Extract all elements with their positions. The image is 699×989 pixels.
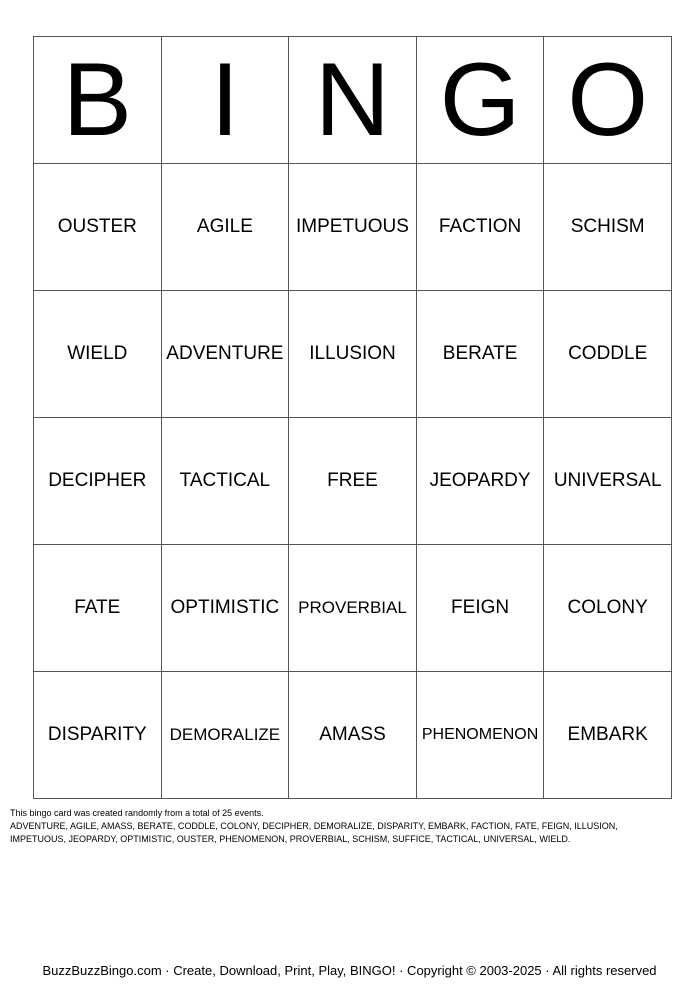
bingo-cell: BERATE	[416, 291, 544, 418]
bingo-cell: EMBARK	[544, 672, 672, 799]
header-letter-g: G	[416, 37, 544, 164]
note-line: This bingo card was created randomly from a total of 25 events.	[10, 808, 264, 818]
bingo-cell: PROVERBIAL	[289, 545, 417, 672]
bingo-free-cell: FREE	[289, 418, 417, 545]
bingo-cell: OPTIMISTIC	[161, 545, 289, 672]
bingo-cell: DEMORALIZE	[161, 672, 289, 799]
bingo-cell: SCHISM	[544, 164, 672, 291]
bingo-cell: DECIPHER	[34, 418, 162, 545]
bingo-row	[34, 672, 672, 799]
bingo-cell: OUSTER	[34, 164, 162, 291]
bingo-cell: WIELD	[34, 291, 162, 418]
bingo-cell: FACTION	[416, 164, 544, 291]
header-letter-b: B	[34, 37, 162, 164]
bingo-cell: IMPETUOUS	[289, 164, 417, 291]
bingo-cell: ILLUSION	[289, 291, 417, 418]
bingo-cell: DISPARITY	[34, 672, 162, 799]
bingo-header-row	[34, 37, 672, 164]
bingo-row	[34, 545, 672, 672]
bingo-cell: UNIVERSAL	[544, 418, 672, 545]
header-letter-n: N	[289, 37, 417, 164]
bingo-cell: PHENOMENON	[416, 672, 544, 799]
note-line: ADVENTURE, AGILE, AMASS, BERATE, CODDLE, COLONY, DECIPHER, DEMORALIZE, DISPARITY, EMBARK, FACTION, FATE, FEIGN, ILLUSION,	[10, 821, 618, 831]
bingo-card	[33, 36, 672, 799]
header-letter-o: O	[544, 37, 672, 164]
bingo-cell: FEIGN	[416, 545, 544, 672]
header-letter-i: I	[161, 37, 289, 164]
bingo-cell: AMASS	[289, 672, 417, 799]
bingo-row	[34, 164, 672, 291]
bingo-cell: CODDLE	[544, 291, 672, 418]
bingo-row	[34, 418, 672, 545]
bingo-cell: JEOPARDY	[416, 418, 544, 545]
bingo-cell: AGILE	[161, 164, 289, 291]
card-generation-note	[10, 807, 690, 846]
bingo-cell: ADVENTURE	[161, 291, 289, 418]
bingo-row	[34, 291, 672, 418]
bingo-cell: COLONY	[544, 545, 672, 672]
page-footer: BuzzBuzzBingo.com · Create, Download, Print, Play, BINGO! · Copyright © 2003-2025 · All rights reserved	[42, 963, 657, 978]
bingo-cell: TACTICAL	[161, 418, 289, 545]
bingo-cell: FATE	[34, 545, 162, 672]
note-line: IMPETUOUS, JEOPARDY, OPTIMISTIC, OUSTER, PHENOMENON, PROVERBIAL, SCHISM, SUFFICE, TACTICAL, UNIVERSAL, WIELD.	[10, 834, 571, 844]
